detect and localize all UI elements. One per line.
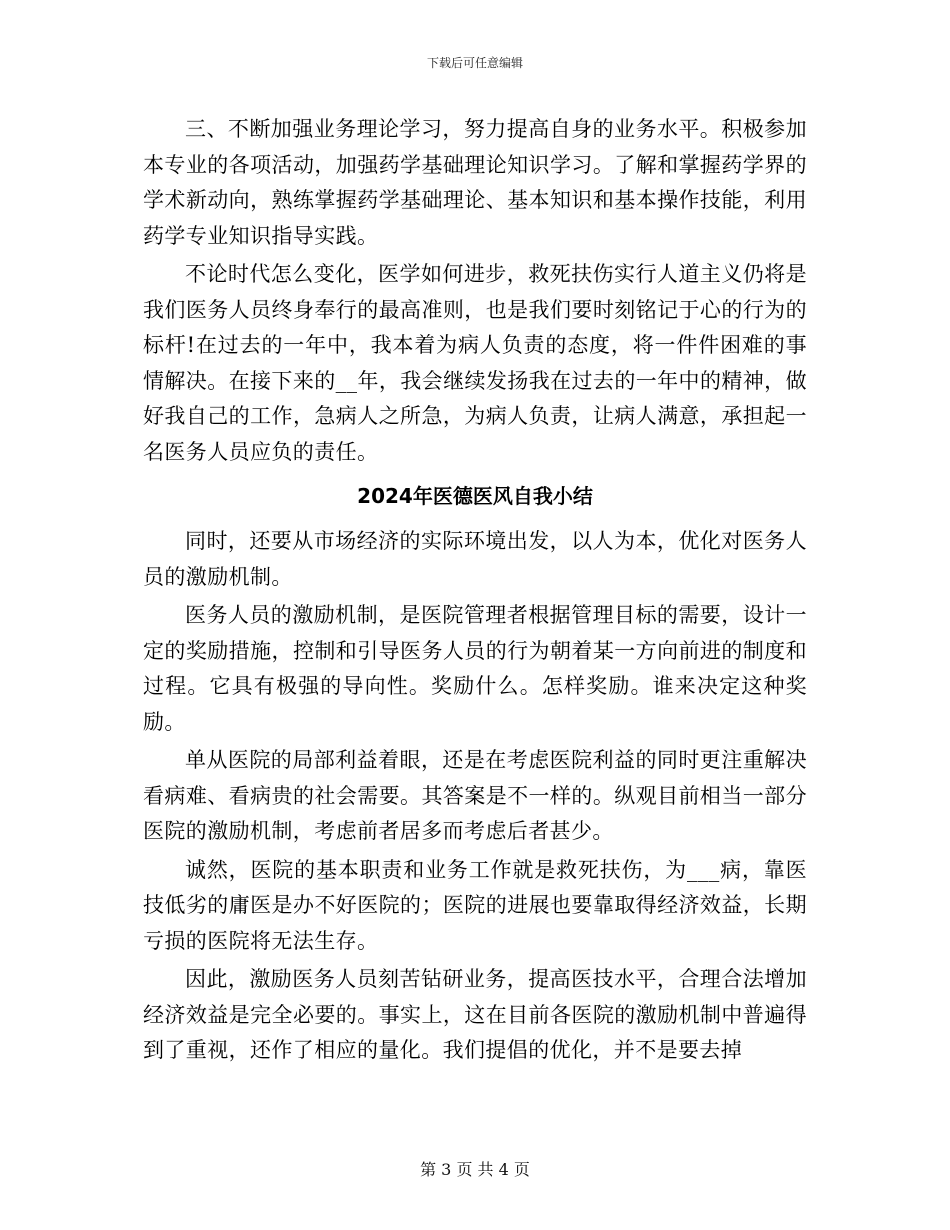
paragraph: 三、不断加强业务理论学习，努力提高自身的业务水平。积极参加本专业的各项活动，加强药学基础理论知识学习。了解和掌握药学界的学术新动向，熟练掌握药学基础理论、基本知识和基本操作技能，利用药学专业知识指导实践。 bbox=[143, 117, 807, 248]
paragraph: 同时，还要从市场经济的实际环境出发，以人为本，优化对医务人员的激励机制。 bbox=[143, 529, 807, 589]
paragraph: 因此，激励医务人员刻苦钻研业务，提高医技水平，合理合法增加经济效益是完全必要的。事实上，这在目前各医院的激励机制中普遍得到了重视，还作了相应的量化。我们提倡的优化，并不是要去掉 bbox=[143, 967, 807, 1062]
document-body bbox=[143, 112, 807, 1072]
paragraph: 不论时代怎么变化，医学如何进步，救死扶伤实行人道主义仍将是我们医务人员终身奉行的最高准则，也是我们要时刻铭记于心的行为的标杆!在过去的一年中，我本着为病人负责的态度，将一件件困难的事情解决。在接下来的__年，我会继续发扬我在过去的一年中的精神，做好我自己的工作，急病人之所急，为病人负责，让病人满意，承担起一名医务人员应负的责任。 bbox=[143, 262, 807, 464]
header-note: 下载后可任意编辑 bbox=[426, 56, 523, 70]
page-number: 第 3 页 共 4 页 bbox=[420, 1160, 530, 1179]
paragraph: 诚然，医院的基本职责和业务工作就是救死扶伤，为___病，靠医技低劣的庸医是办不好医院的；医院的进展也要靠取得经济效益，长期亏损的医院将无法生存。 bbox=[143, 857, 807, 953]
paragraph: 医务人员的激励机制，是医院管理者根据管理目标的需要，设计一定的奖励措施，控制和引导医务人员的行为朝着某一方向前进的制度和过程。它具有极强的导向性。奖励什么。怎样奖励。谁来决定这种奖励。 bbox=[143, 603, 807, 734]
section-title: 2024年医德医风自我小结 bbox=[357, 484, 593, 508]
paragraph: 单从医院的局部利益着眼，还是在考虑医院利益的同时更注重解决看病难、看病贵的社会需要。其答案是不一样的。纵观目前相当一部分医院的激励机制，考虑前者居多而考虑后者甚少。 bbox=[143, 748, 807, 843]
